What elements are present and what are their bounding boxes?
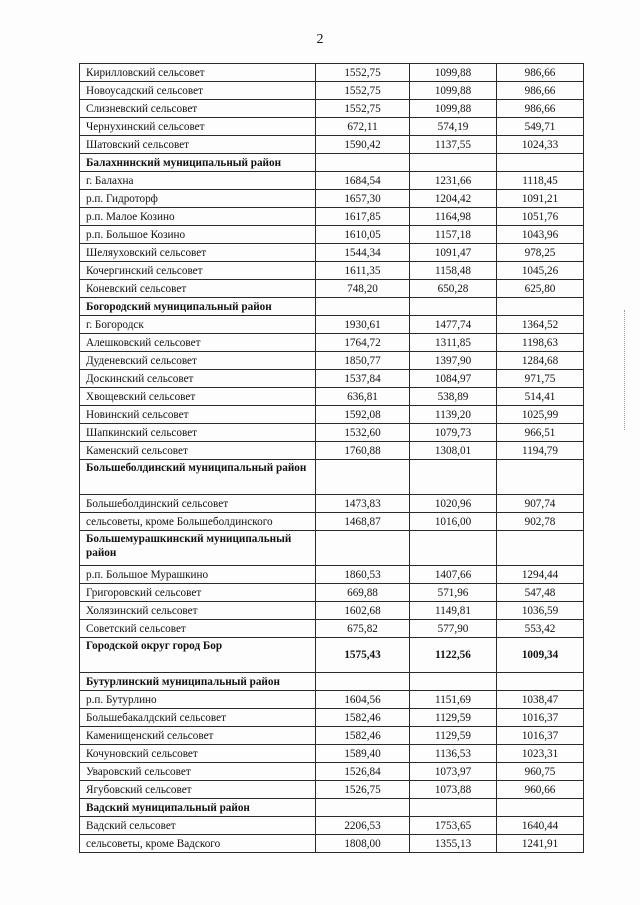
value-cell-1: 1468,87	[316, 513, 410, 531]
settlement-name: Холязинский сельсовет	[80, 602, 316, 620]
value-cell-3: 1043,96	[497, 226, 584, 244]
value-cell-3: 553,42	[497, 620, 584, 638]
table-row	[80, 709, 584, 727]
value-cell-1: 1526,75	[316, 781, 410, 799]
value-cell-1: 675,82	[316, 620, 410, 638]
value-cell-1: 2206,53	[316, 817, 410, 835]
value-cell-3: 1051,76	[497, 208, 584, 226]
table-row	[80, 280, 584, 298]
value-cell-3: 1016,37	[497, 727, 584, 745]
value-cell-2: 1016,00	[410, 513, 497, 531]
value-cell-1: 1575,43	[316, 638, 410, 673]
table-row	[80, 388, 584, 406]
settlement-name: р.п. Бутурлино	[80, 691, 316, 709]
table-row	[80, 781, 584, 799]
table-row	[80, 424, 584, 442]
value-cell-2	[410, 298, 497, 316]
settlement-name: Слизневский сельсовет	[80, 100, 316, 118]
table-row	[80, 82, 584, 100]
settlement-name: Кочуновский сельсовет	[80, 745, 316, 763]
value-cell-2: 1397,90	[410, 352, 497, 370]
table-row	[80, 727, 584, 745]
value-cell-1: 1684,54	[316, 172, 410, 190]
value-cell-1	[316, 460, 410, 495]
table-row	[80, 817, 584, 835]
value-cell-1: 1764,72	[316, 334, 410, 352]
value-cell-2	[410, 460, 497, 495]
value-cell-2: 1020,96	[410, 495, 497, 513]
district-name: Богородский муниципальный район	[80, 298, 316, 316]
value-cell-2: 1084,97	[410, 370, 497, 388]
table-row	[80, 620, 584, 638]
district-header-row	[80, 531, 584, 566]
value-cell-1: 1552,75	[316, 64, 410, 82]
value-cell-2: 1308,01	[410, 442, 497, 460]
value-cell-3: 960,66	[497, 781, 584, 799]
district-header-row	[80, 298, 584, 316]
value-cell-3: 547,48	[497, 584, 584, 602]
value-cell-1: 1808,00	[316, 835, 410, 853]
value-cell-3: 986,66	[497, 64, 584, 82]
value-cell-3: 1364,52	[497, 316, 584, 334]
table-row	[80, 442, 584, 460]
value-cell-1: 1582,46	[316, 727, 410, 745]
settlement-name: Кочергинский сельсовет	[80, 262, 316, 280]
value-cell-3: 1640,44	[497, 817, 584, 835]
settlement-name: Новинский сельсовет	[80, 406, 316, 424]
value-cell-1	[316, 799, 410, 817]
district-header-row	[80, 638, 584, 673]
table-row	[80, 208, 584, 226]
value-cell-2: 1753,65	[410, 817, 497, 835]
value-cell-1: 1850,77	[316, 352, 410, 370]
value-cell-2: 577,90	[410, 620, 497, 638]
value-cell-2: 1355,13	[410, 835, 497, 853]
value-cell-1	[316, 531, 410, 566]
settlement-name: Шатовский сельсовет	[80, 136, 316, 154]
settlement-name: сельсоветы, кроме Вадского	[80, 835, 316, 853]
value-cell-3	[497, 298, 584, 316]
table-row	[80, 64, 584, 82]
value-cell-3: 1025,99	[497, 406, 584, 424]
value-cell-2: 1204,42	[410, 190, 497, 208]
settlement-name: Шеляуховский сельсовет	[80, 244, 316, 262]
value-cell-2: 1091,47	[410, 244, 497, 262]
table-row	[80, 172, 584, 190]
value-cell-2: 1129,59	[410, 709, 497, 727]
value-cell-2: 1073,97	[410, 763, 497, 781]
district-header-row	[80, 460, 584, 495]
value-cell-3: 1091,21	[497, 190, 584, 208]
value-cell-3: 960,75	[497, 763, 584, 781]
value-cell-1: 1552,75	[316, 82, 410, 100]
value-cell-2	[410, 799, 497, 817]
value-cell-3: 971,75	[497, 370, 584, 388]
value-cell-3	[497, 531, 584, 566]
value-cell-3: 1118,45	[497, 172, 584, 190]
value-cell-2: 1073,88	[410, 781, 497, 799]
table-row	[80, 691, 584, 709]
value-cell-1: 1860,53	[316, 566, 410, 584]
district-header-row	[80, 799, 584, 817]
value-cell-2: 1407,66	[410, 566, 497, 584]
value-cell-3: 1194,79	[497, 442, 584, 460]
value-cell-1: 1589,40	[316, 745, 410, 763]
settlement-name: р.п. Большое Мурашкино	[80, 566, 316, 584]
settlement-name: Вадский сельсовет	[80, 817, 316, 835]
value-cell-3: 1038,47	[497, 691, 584, 709]
settlement-name: Григоровский сельсовет	[80, 584, 316, 602]
value-cell-3: 986,66	[497, 82, 584, 100]
value-cell-1	[316, 154, 410, 172]
value-cell-2: 1477,74	[410, 316, 497, 334]
district-name: Большемурашкинский муниципальный район	[80, 531, 316, 566]
value-cell-2: 1099,88	[410, 100, 497, 118]
settlement-name: Шапкинский сельсовет	[80, 424, 316, 442]
value-cell-1: 1602,68	[316, 602, 410, 620]
page-number: 2	[316, 32, 324, 47]
table-row	[80, 334, 584, 352]
scan-margin-line	[624, 310, 625, 430]
value-cell-2: 571,96	[410, 584, 497, 602]
value-cell-3: 514,41	[497, 388, 584, 406]
value-cell-2: 1099,88	[410, 64, 497, 82]
value-cell-2: 574,19	[410, 118, 497, 136]
value-cell-3: 549,71	[497, 118, 584, 136]
value-cell-3: 907,74	[497, 495, 584, 513]
value-cell-1: 1760,88	[316, 442, 410, 460]
table-row	[80, 100, 584, 118]
settlement-name: Большебакалдский сельсовет	[80, 709, 316, 727]
district-header-row	[80, 154, 584, 172]
value-cell-2: 1129,59	[410, 727, 497, 745]
value-cell-1: 636,81	[316, 388, 410, 406]
value-cell-1: 1532,60	[316, 424, 410, 442]
settlement-name: Советский сельсовет	[80, 620, 316, 638]
value-cell-3: 1294,44	[497, 566, 584, 584]
table-row	[80, 745, 584, 763]
value-cell-3	[497, 799, 584, 817]
table-row	[80, 190, 584, 208]
value-cell-1: 1930,61	[316, 316, 410, 334]
value-cell-3: 1023,31	[497, 745, 584, 763]
value-cell-1: 1537,84	[316, 370, 410, 388]
value-cell-1: 748,20	[316, 280, 410, 298]
settlement-name: р.п. Малое Козино	[80, 208, 316, 226]
settlement-name: Новоусадский сельсовет	[80, 82, 316, 100]
table-body	[80, 64, 584, 853]
value-cell-2: 1139,20	[410, 406, 497, 424]
settlement-name: сельсоветы, кроме Большеболдинского	[80, 513, 316, 531]
district-name: Вадский муниципальный район	[80, 799, 316, 817]
settlement-name: Хвощевский сельсовет	[80, 388, 316, 406]
district-name: Большеболдинский муниципальный район	[80, 460, 316, 495]
district-name: Балахнинский муниципальный район	[80, 154, 316, 172]
value-cell-1	[316, 673, 410, 691]
value-cell-2: 1137,55	[410, 136, 497, 154]
value-cell-2: 650,28	[410, 280, 497, 298]
value-cell-3: 902,78	[497, 513, 584, 531]
value-cell-1: 1617,85	[316, 208, 410, 226]
value-cell-2: 1079,73	[410, 424, 497, 442]
settlement-name: р.п. Гидроторф	[80, 190, 316, 208]
settlement-name: г. Богородск	[80, 316, 316, 334]
value-cell-2: 1157,18	[410, 226, 497, 244]
settlement-name: р.п. Большое Козино	[80, 226, 316, 244]
value-cell-1: 1552,75	[316, 100, 410, 118]
table-row	[80, 262, 584, 280]
value-cell-2: 1099,88	[410, 82, 497, 100]
table-row	[80, 370, 584, 388]
table-row	[80, 118, 584, 136]
value-cell-1: 1544,34	[316, 244, 410, 262]
value-cell-2: 1151,69	[410, 691, 497, 709]
value-cell-2	[410, 531, 497, 566]
value-cell-2: 1149,81	[410, 602, 497, 620]
table-row	[80, 513, 584, 531]
value-cell-3: 1045,26	[497, 262, 584, 280]
table-row	[80, 352, 584, 370]
value-cell-3: 625,80	[497, 280, 584, 298]
value-cell-1: 1590,42	[316, 136, 410, 154]
settlement-name: Уваровский сельсовет	[80, 763, 316, 781]
settlement-name: Чернухинский сельсовет	[80, 118, 316, 136]
value-cell-1: 1592,08	[316, 406, 410, 424]
table-row	[80, 495, 584, 513]
value-cell-2: 1311,85	[410, 334, 497, 352]
value-cell-1: 672,11	[316, 118, 410, 136]
table-row	[80, 566, 584, 584]
value-cell-1: 1610,05	[316, 226, 410, 244]
table-row	[80, 316, 584, 334]
table-row	[80, 835, 584, 853]
settlement-name: Коневский сельсовет	[80, 280, 316, 298]
value-cell-3: 1009,34	[497, 638, 584, 673]
table-row	[80, 406, 584, 424]
table-row	[80, 226, 584, 244]
value-cell-1: 669,88	[316, 584, 410, 602]
value-cell-2: 538,89	[410, 388, 497, 406]
value-cell-2: 1164,98	[410, 208, 497, 226]
value-cell-2: 1158,48	[410, 262, 497, 280]
value-cell-3: 966,51	[497, 424, 584, 442]
value-cell-2: 1122,56	[410, 638, 497, 673]
value-cell-1: 1657,30	[316, 190, 410, 208]
settlement-name: Каменищенский сельсовет	[80, 727, 316, 745]
value-cell-3: 1241,91	[497, 835, 584, 853]
value-cell-1: 1582,46	[316, 709, 410, 727]
district-name: Городской округ город Бор	[80, 638, 316, 673]
table-row	[80, 584, 584, 602]
value-cell-3: 1016,37	[497, 709, 584, 727]
value-cell-1: 1611,35	[316, 262, 410, 280]
table-row	[80, 136, 584, 154]
table-row	[80, 763, 584, 781]
settlement-name: г. Балахна	[80, 172, 316, 190]
value-cell-2	[410, 154, 497, 172]
settlement-name: Дуденевский сельсовет	[80, 352, 316, 370]
district-header-row	[80, 673, 584, 691]
value-cell-1: 1473,83	[316, 495, 410, 513]
value-cell-1: 1604,56	[316, 691, 410, 709]
settlement-name: Доскинский сельсовет	[80, 370, 316, 388]
value-cell-3: 1284,68	[497, 352, 584, 370]
value-cell-1: 1526,84	[316, 763, 410, 781]
settlement-name: Большеболдинский сельсовет	[80, 495, 316, 513]
value-cell-2	[410, 673, 497, 691]
value-cell-3	[497, 154, 584, 172]
value-cell-1	[316, 298, 410, 316]
district-name: Бутурлинский муниципальный район	[80, 673, 316, 691]
value-cell-3: 986,66	[497, 100, 584, 118]
value-cell-3: 978,25	[497, 244, 584, 262]
settlement-name: Кирилловский сельсовет	[80, 64, 316, 82]
settlement-name: Алешковский сельсовет	[80, 334, 316, 352]
value-cell-3: 1024,33	[497, 136, 584, 154]
tariff-table	[79, 63, 584, 853]
settlement-name: Каменский сельсовет	[80, 442, 316, 460]
value-cell-2: 1231,66	[410, 172, 497, 190]
value-cell-3	[497, 673, 584, 691]
value-cell-3: 1036,59	[497, 602, 584, 620]
table-row	[80, 602, 584, 620]
value-cell-2: 1136,53	[410, 745, 497, 763]
table-row	[80, 244, 584, 262]
value-cell-3	[497, 460, 584, 495]
value-cell-3: 1198,63	[497, 334, 584, 352]
settlement-name: Ягубовский сельсовет	[80, 781, 316, 799]
